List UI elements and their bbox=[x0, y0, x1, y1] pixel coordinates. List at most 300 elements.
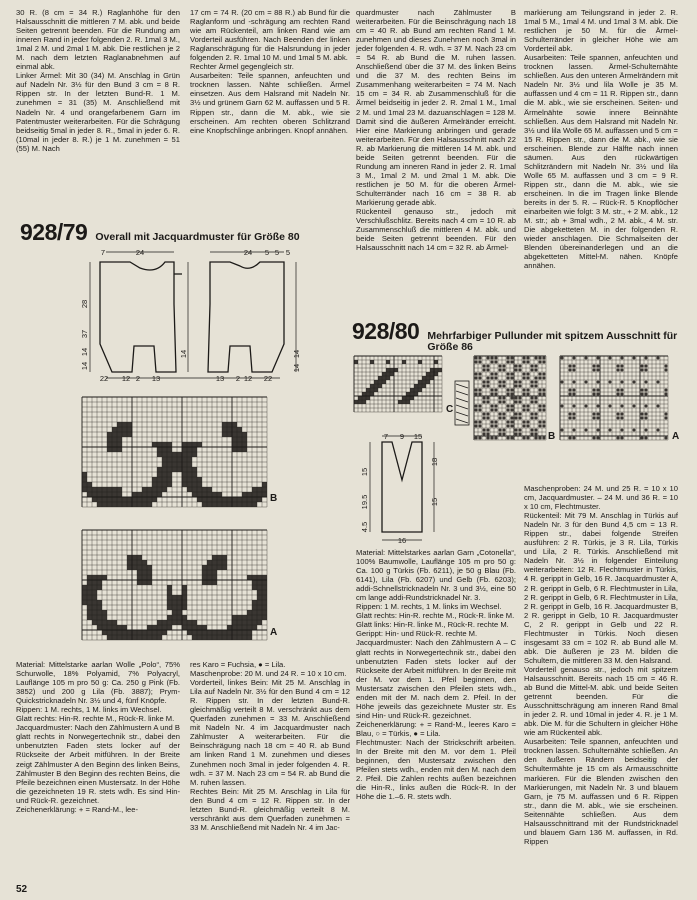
stitch-dot bbox=[494, 376, 497, 379]
stitch-cell bbox=[177, 610, 182, 615]
stitch-dot bbox=[478, 388, 481, 391]
stitch-cell bbox=[247, 502, 252, 507]
stitch-dot bbox=[474, 392, 477, 395]
stitch-cell bbox=[192, 482, 197, 487]
stitch-dot bbox=[510, 396, 513, 399]
stitch-cell bbox=[192, 635, 197, 640]
stitch-cell bbox=[162, 457, 167, 462]
stitch-dot bbox=[518, 428, 521, 431]
stitch-dot bbox=[490, 376, 493, 379]
stitch-dot bbox=[596, 436, 599, 439]
stitch-cell bbox=[137, 565, 142, 570]
stitch-cell bbox=[242, 432, 247, 437]
stitch-dot bbox=[560, 356, 563, 359]
dimension-label: 18 bbox=[430, 457, 439, 467]
stitch-cell bbox=[217, 565, 222, 570]
stitch-cell bbox=[167, 585, 172, 590]
stitch-dot bbox=[596, 416, 599, 419]
stitch-cell bbox=[97, 580, 102, 585]
stitch-cell bbox=[390, 368, 394, 372]
stitch-cell bbox=[137, 497, 142, 502]
stitch-cell bbox=[162, 487, 167, 492]
stitch-cell bbox=[237, 437, 242, 442]
stitch-cell bbox=[212, 570, 217, 575]
stitch-cell bbox=[117, 447, 122, 452]
stitch-cell bbox=[177, 620, 182, 625]
stitch-dot bbox=[656, 404, 659, 407]
stitch-cell bbox=[262, 492, 267, 497]
stitch-cell bbox=[418, 380, 422, 384]
stitch-cell bbox=[192, 487, 197, 492]
stitch-cell bbox=[147, 625, 152, 630]
stitch-dot bbox=[584, 428, 587, 431]
stitch-cell bbox=[202, 565, 207, 570]
stitch-cell bbox=[232, 620, 237, 625]
stitch-cell bbox=[202, 570, 207, 575]
stitch-cell bbox=[127, 497, 132, 502]
stitch-cell bbox=[262, 487, 267, 492]
stitch-cell bbox=[237, 432, 242, 437]
dimension-label: 12 bbox=[121, 374, 131, 383]
stitch-cell bbox=[227, 502, 232, 507]
jacquard-chart-a2 bbox=[560, 356, 670, 442]
stitch-dot bbox=[518, 400, 521, 403]
stitch-dot bbox=[486, 412, 489, 415]
stitch-cell bbox=[222, 630, 227, 635]
stitch-cell bbox=[97, 487, 102, 492]
stitch-dot bbox=[490, 356, 493, 359]
stitch-dot bbox=[522, 420, 525, 423]
stitch-cell bbox=[237, 630, 242, 635]
stitch-cell bbox=[242, 437, 247, 442]
stitch-dot bbox=[514, 416, 517, 419]
stitch-cell bbox=[152, 630, 157, 635]
stitch-dot bbox=[616, 388, 619, 391]
stitch-cell bbox=[117, 487, 122, 492]
stitch-cell bbox=[157, 492, 162, 497]
stitch-cell bbox=[366, 392, 370, 396]
stitch-dot bbox=[474, 360, 477, 363]
stitch-cell bbox=[127, 555, 132, 560]
stitch-cell bbox=[358, 400, 362, 404]
stitch-dot bbox=[526, 420, 529, 423]
stitch-cell bbox=[262, 575, 267, 580]
stitch-cell bbox=[247, 492, 252, 497]
dimension-label: 7 bbox=[100, 248, 106, 257]
stitch-dot bbox=[572, 404, 575, 407]
stitch-cell bbox=[102, 630, 107, 635]
stitch-dot bbox=[494, 356, 497, 359]
stitch-cell bbox=[137, 555, 142, 560]
stitch-dot bbox=[542, 376, 545, 379]
stitch-cell bbox=[117, 497, 122, 502]
stitch-cell bbox=[147, 580, 152, 585]
stitch-dot bbox=[596, 412, 599, 415]
stitch-cell bbox=[117, 625, 122, 630]
stitch-cell bbox=[237, 635, 242, 640]
stitch-cell bbox=[102, 575, 107, 580]
stitch-cell bbox=[102, 487, 107, 492]
stitch-dot bbox=[644, 392, 647, 395]
stitch-cell bbox=[192, 472, 197, 477]
stitch-cell bbox=[182, 442, 187, 447]
stitch-dot bbox=[514, 384, 517, 387]
stitch-cell bbox=[172, 620, 177, 625]
stitch-cell bbox=[182, 447, 187, 452]
stitch-cell bbox=[197, 487, 202, 492]
stitch-dot bbox=[530, 384, 533, 387]
stitch-dot bbox=[592, 388, 595, 391]
stitch-cell bbox=[167, 462, 172, 467]
cable-stroke bbox=[456, 398, 468, 402]
dimension-label: 14 bbox=[292, 349, 301, 359]
stitch-cell bbox=[162, 452, 167, 457]
stitch-cell bbox=[382, 376, 386, 380]
stitch-dot bbox=[644, 380, 647, 383]
stitch-cell bbox=[177, 462, 182, 467]
stitch-dot bbox=[522, 360, 525, 363]
stitch-cell bbox=[222, 560, 227, 565]
dimension-label: 5 bbox=[274, 248, 280, 257]
dimension-label: 13 bbox=[215, 374, 225, 383]
stitch-dot bbox=[538, 372, 541, 375]
stitch-cell bbox=[92, 615, 97, 620]
stitch-cell bbox=[207, 487, 212, 492]
stitch-cell bbox=[366, 388, 370, 392]
stitch-cell bbox=[112, 432, 117, 437]
stitch-cell bbox=[222, 635, 227, 640]
stitch-cell bbox=[97, 615, 102, 620]
stitch-cell bbox=[162, 467, 167, 472]
stitch-cell bbox=[212, 555, 217, 560]
stitch-cell bbox=[142, 570, 147, 575]
stitch-dot bbox=[616, 416, 619, 419]
stitch-dot bbox=[518, 396, 521, 399]
stitch-dot bbox=[616, 436, 619, 439]
stitch-cell bbox=[97, 575, 102, 580]
stitch-cell bbox=[212, 635, 217, 640]
stitch-cell bbox=[142, 502, 147, 507]
stitch-cell bbox=[177, 605, 182, 610]
stitch-cell bbox=[232, 625, 237, 630]
stitch-cell bbox=[207, 497, 212, 502]
stitch-dot bbox=[560, 404, 563, 407]
stitch-cell bbox=[257, 575, 262, 580]
stitch-cell bbox=[187, 457, 192, 462]
column-4-bottom: Maschenproben: 24 M. und 25 R. = 10 x 10 cm, Jacquardmuster. – 24 M. und 36 R. = 10 x 10 cm, Flechtmuster. Rückenteil: Mit 79 M. Anschlag in Türkis auf Nadeln Nr. 3 für den Bund 4,5 cm = 13 R. Rippen str., dabei folgende Streifen ausführen: 2 R. Türkis, je 3 R. Lila, Türkis und Lila, 2 R. Türkis. Anschließend mit Nadeln Nr. 3½ in folgender Einteilung weiterarbeiten: 12 R. Flechtmuster in Türkis, 4 R. gerippt in Gelb, 16 R. Jacquardmuster A, 2 R. gerippt in Gelb, 6 R. Flechtmuster in Lila, 2 R. gerippt in Gelb, 6 R. Flechtmuster in Lila, 2 R. gerippt in Gelb, 16 R. Jacquardmuster B, 2 R. gerippt in Gelb, 10 R. Jacquardmuster C, 2 R. gerippt in Gelb und 22 R. Flechtmuster in Türkis. Noch diesen insgesamt 33 cm = 102 R. ab Bund alle M. abk. Die äußeren je 23 M. bilden die Schultern, die mittleren 33 M. den Halsrand. Vorderteil genauso str., jedoch mit spitzem Halsausschnitt. Bereits nach 15 cm = 46 R. ab Bund die Mittel-M. abk. und beide Seiten getrennt beenden. Für die Ausschnittschrägung am inneren Rand 8mal in jeder 2. R. und 10mal in jeder 4. R. je 1 M. abk. Die M. für die Schultern in gleicher Höhe wie am Rückenteil abk. Ausarbeiten: Teile spannen, anfeuchten und trocknen lassen. Schulternähte schließen. An den äußeren Rändern beidseitig der Schultermähte je 15 cm als Armausschnitte markieren. Für die Blenden zwischen den Markierungen, mit Nadeln Nr. 3 und blauem Garn, je 75 M. auffassen und 6 R. Rippen str., dann die M. abk., wie sie erscheinen. Seitennähte schließen. Aus dem Halsausschnittrand mit der Rundstricknadel und blauem Garn 136 M. auffassen, in Rd. Rippen bbox=[524, 484, 678, 846]
dimension-label: 24 bbox=[135, 248, 145, 257]
stitch-dot bbox=[572, 416, 575, 419]
stitch-cell bbox=[92, 605, 97, 610]
stitch-cell bbox=[262, 585, 267, 590]
stitch-dot bbox=[490, 388, 493, 391]
stitch-cell bbox=[122, 497, 127, 502]
stitch-dot bbox=[482, 416, 485, 419]
stitch-dot bbox=[664, 368, 667, 371]
stitch-dot bbox=[502, 380, 505, 383]
stitch-dot bbox=[530, 432, 533, 435]
stitch-dot bbox=[584, 356, 587, 359]
stitch-dot bbox=[522, 408, 525, 411]
section-heading-928-80 bbox=[352, 318, 697, 353]
stitch-dot bbox=[518, 384, 521, 387]
stitch-dot bbox=[538, 360, 541, 363]
stitch-cell bbox=[182, 457, 187, 462]
stitch-cell bbox=[247, 615, 252, 620]
stitch-cell bbox=[232, 437, 237, 442]
stitch-cell bbox=[162, 472, 167, 477]
stitch-dot bbox=[498, 384, 501, 387]
stitch-cell bbox=[157, 482, 162, 487]
stitch-cell bbox=[262, 605, 267, 610]
dimension-label: 16 bbox=[397, 536, 407, 545]
stitch-dot bbox=[584, 404, 587, 407]
stitch-dot bbox=[510, 420, 513, 423]
dimension-label: 37 bbox=[80, 329, 89, 339]
stitch-dot bbox=[542, 424, 545, 427]
section-heading-928-79 bbox=[20, 219, 300, 246]
stitch-dot bbox=[486, 428, 489, 431]
stitch-cell bbox=[202, 575, 207, 580]
stitch-dot bbox=[510, 376, 513, 379]
stitch-cell bbox=[422, 376, 426, 380]
stitch-cell bbox=[242, 620, 247, 625]
stitch-cell bbox=[252, 585, 257, 590]
stitch-cell bbox=[82, 590, 87, 595]
dimension-label: 24 bbox=[243, 248, 253, 257]
stitch-cell bbox=[242, 492, 247, 497]
stitch-cell bbox=[112, 427, 117, 432]
stitch-cell bbox=[202, 635, 207, 640]
stitch-dot bbox=[542, 388, 545, 391]
stitch-cell bbox=[152, 442, 157, 447]
stitch-dot bbox=[632, 356, 635, 359]
stitch-dot bbox=[510, 404, 513, 407]
stitch-cell bbox=[202, 487, 207, 492]
stitch-dot bbox=[584, 380, 587, 383]
stitch-cell bbox=[107, 432, 112, 437]
stitch-cell bbox=[112, 447, 117, 452]
stitch-cell bbox=[82, 595, 87, 600]
stitch-cell bbox=[430, 372, 434, 376]
stitch-cell bbox=[182, 615, 187, 620]
section-number: 928/80 bbox=[352, 318, 420, 344]
stitch-dot bbox=[474, 372, 477, 375]
stitch-cell bbox=[107, 437, 112, 442]
stitch-cell bbox=[157, 630, 162, 635]
stitch-dot bbox=[538, 404, 541, 407]
stitch-dot bbox=[538, 356, 541, 359]
stitch-dot bbox=[510, 424, 513, 427]
stitch-cell bbox=[107, 487, 112, 492]
page-number: 52 bbox=[16, 884, 28, 895]
stitch-cell bbox=[362, 396, 366, 400]
stitch-cell bbox=[157, 477, 162, 482]
stitch-cell bbox=[378, 384, 382, 388]
stitch-dot bbox=[490, 392, 493, 395]
stitch-cell bbox=[252, 620, 257, 625]
stitch-dot bbox=[514, 412, 517, 415]
stitch-dot bbox=[518, 412, 521, 415]
stitch-cell bbox=[252, 492, 257, 497]
stitch-cell bbox=[217, 635, 222, 640]
stitch-cell bbox=[87, 575, 92, 580]
stitch-cell bbox=[192, 447, 197, 452]
stitch-dot bbox=[502, 368, 505, 371]
stitch-dot bbox=[502, 412, 505, 415]
stitch-cell bbox=[177, 615, 182, 620]
stitch-cell bbox=[252, 600, 257, 605]
stitch-cell bbox=[152, 477, 157, 482]
stitch-cell bbox=[167, 600, 172, 605]
stitch-cell bbox=[142, 487, 147, 492]
stitch-cell bbox=[172, 600, 177, 605]
stitch-cell bbox=[137, 635, 142, 640]
stitch-dot bbox=[572, 436, 575, 439]
stitch-dot bbox=[620, 380, 623, 383]
stitch-cell bbox=[132, 492, 137, 497]
stitch-cell bbox=[222, 555, 227, 560]
stitch-cell bbox=[197, 635, 202, 640]
overall-schematic bbox=[70, 244, 320, 384]
dimension-label: 4.5 bbox=[360, 521, 369, 533]
stitch-dot bbox=[572, 428, 575, 431]
stitch-dot bbox=[592, 364, 595, 367]
stitch-dot bbox=[494, 408, 497, 411]
stitch-cell bbox=[252, 610, 257, 615]
stitch-cell bbox=[87, 492, 92, 497]
stitch-dot bbox=[608, 428, 611, 431]
stitch-cell bbox=[117, 422, 122, 427]
stitch-dot bbox=[530, 396, 533, 399]
stitch-dot bbox=[474, 436, 477, 439]
stitch-cell bbox=[232, 427, 237, 432]
stitch-dot bbox=[502, 428, 505, 431]
stitch-cell bbox=[127, 432, 132, 437]
stitch-dot bbox=[656, 428, 659, 431]
stitch-cell bbox=[426, 372, 430, 376]
jacquard-chart-b2 bbox=[474, 356, 548, 442]
chart-label-a2: A bbox=[672, 431, 680, 442]
stitch-dot bbox=[506, 408, 509, 411]
stitch-cell bbox=[386, 368, 390, 372]
stitch-cell bbox=[232, 635, 237, 640]
stitch-cell bbox=[406, 396, 410, 400]
stitch-dot bbox=[522, 436, 525, 439]
stitch-cell bbox=[252, 497, 257, 502]
stitch-cell bbox=[102, 615, 107, 620]
stitch-cell bbox=[222, 432, 227, 437]
stitch-cell bbox=[242, 635, 247, 640]
stitch-cell bbox=[122, 502, 127, 507]
stitch-cell bbox=[192, 620, 197, 625]
stitch-dot bbox=[490, 360, 493, 363]
stitch-dot bbox=[482, 380, 485, 383]
stitch-cell bbox=[212, 560, 217, 565]
stitch-dot bbox=[482, 412, 485, 415]
stitch-cell bbox=[177, 595, 182, 600]
dimension-label: 5 bbox=[285, 248, 291, 257]
stitch-dot bbox=[486, 376, 489, 379]
stitch-cell bbox=[157, 635, 162, 640]
stitch-cell bbox=[107, 442, 112, 447]
stitch-dot bbox=[490, 436, 493, 439]
stitch-cell bbox=[152, 482, 157, 487]
stitch-dot bbox=[506, 376, 509, 379]
stitch-cell bbox=[107, 620, 112, 625]
stitch-cell bbox=[237, 447, 242, 452]
jacquard-chart-c bbox=[354, 356, 444, 414]
stitch-dot bbox=[616, 392, 619, 395]
stitch-cell bbox=[374, 380, 378, 384]
stitch-cell bbox=[237, 502, 242, 507]
stitch-cell bbox=[97, 585, 102, 590]
stitch-cell bbox=[252, 487, 257, 492]
stitch-cell bbox=[137, 570, 142, 575]
stitch-cell bbox=[132, 565, 137, 570]
stitch-cell bbox=[362, 392, 366, 396]
stitch-cell bbox=[127, 422, 132, 427]
stitch-cell bbox=[237, 625, 242, 630]
stitch-dot bbox=[534, 412, 537, 415]
stitch-cell bbox=[97, 625, 102, 630]
stitch-cell bbox=[167, 442, 172, 447]
dimension-label: 22 bbox=[99, 374, 109, 383]
stitch-cell bbox=[167, 482, 172, 487]
stitch-cell bbox=[378, 380, 382, 384]
stitch-cell bbox=[247, 620, 252, 625]
stitch-cell bbox=[182, 477, 187, 482]
stitch-cell bbox=[247, 497, 252, 502]
stitch-cell bbox=[197, 442, 202, 447]
stitch-dot bbox=[572, 364, 575, 367]
stitch-cell bbox=[147, 565, 152, 570]
stitch-cell bbox=[232, 497, 237, 502]
stitch-cell bbox=[257, 595, 262, 600]
stitch-dot bbox=[640, 436, 643, 439]
stitch-cell bbox=[107, 492, 112, 497]
stitch-dot bbox=[664, 416, 667, 419]
stitch-cell bbox=[426, 376, 430, 380]
stitch-cell bbox=[182, 482, 187, 487]
stitch-cell bbox=[92, 610, 97, 615]
stitch-cell bbox=[247, 575, 252, 580]
stitch-cell bbox=[112, 635, 117, 640]
stitch-cell bbox=[227, 625, 232, 630]
stitch-dot bbox=[616, 368, 619, 371]
stitch-cell bbox=[147, 497, 152, 502]
stitch-cell bbox=[434, 372, 438, 376]
stitch-cell bbox=[197, 492, 202, 497]
stitch-cell bbox=[212, 580, 217, 585]
stitch-dot bbox=[608, 380, 611, 383]
stitch-cell bbox=[257, 605, 262, 610]
stitch-cell bbox=[117, 492, 122, 497]
stitch-dot bbox=[498, 380, 501, 383]
stitch-cell bbox=[262, 590, 267, 595]
dimension-label: 15 bbox=[413, 432, 423, 441]
stitch-dot bbox=[494, 404, 497, 407]
stitch-dot bbox=[596, 368, 599, 371]
stitch-cell bbox=[187, 472, 192, 477]
stitch-cell bbox=[414, 384, 418, 388]
stitch-cell bbox=[122, 427, 127, 432]
stitch-cell bbox=[207, 575, 212, 580]
stitch-cell bbox=[212, 565, 217, 570]
stitch-cell bbox=[227, 630, 232, 635]
stitch-cell bbox=[207, 580, 212, 585]
stitch-cell bbox=[207, 560, 212, 565]
